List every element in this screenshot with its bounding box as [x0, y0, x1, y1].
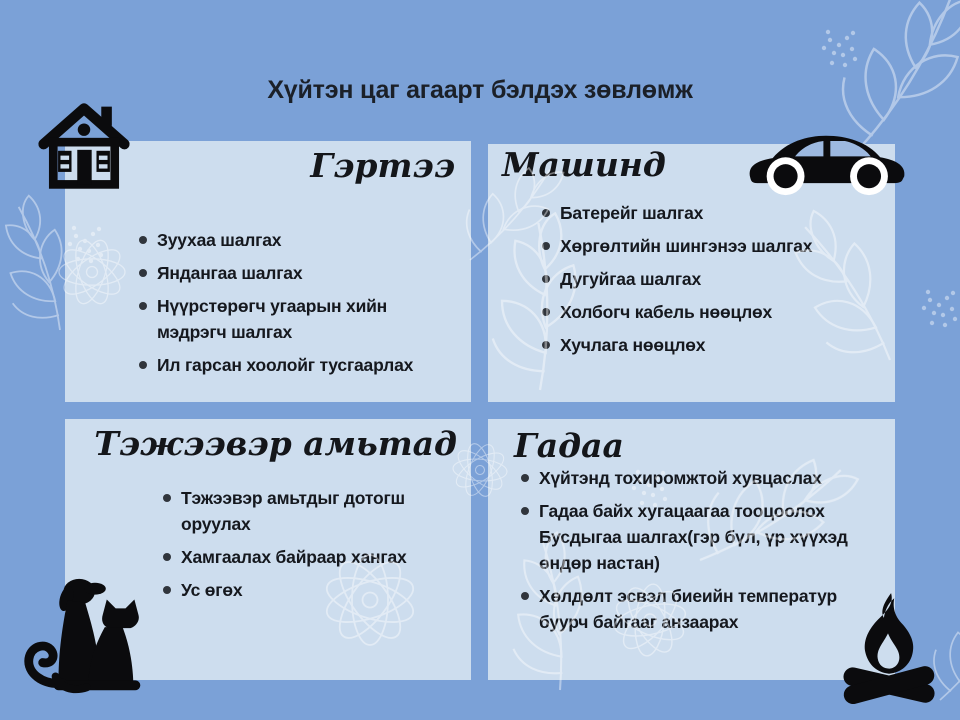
panel-car-list	[542, 200, 871, 358]
list-item-text: Хучлага нөөцлөх	[560, 334, 706, 355]
list-item-text: Гадаа байх хугацаагаа тооцоолох Бусдыгаа шалгах(гэр бүл, үр хүүхэд өндөр настан)	[539, 500, 848, 573]
panel-pets-list	[163, 485, 447, 603]
bullet-icon	[139, 361, 147, 369]
bullet-icon	[139, 236, 147, 244]
list-item	[542, 299, 871, 325]
bullet-icon	[139, 269, 147, 277]
list-item-text: Хамгаалах байраар хангах	[181, 546, 407, 567]
dog-cat-icon	[16, 568, 168, 706]
poster-title: Хүйтэн цаг агаарт бэлдэх зөвлөмж	[267, 76, 693, 104]
list-item	[139, 227, 433, 253]
list-item	[521, 583, 873, 635]
bullet-icon	[163, 553, 171, 561]
list-item	[139, 293, 433, 345]
list-item-text: Ил гарсан хоолойг тусгаарлах	[157, 354, 414, 375]
list-item-text: Яндангаа шалгах	[157, 262, 303, 283]
list-item-text: Нүүрстөрөгч угаарын хийн мэдрэгч шалгах	[157, 295, 388, 342]
list-item	[163, 485, 447, 537]
bullet-icon	[521, 592, 529, 600]
list-item-text: Батерейг шалгах	[560, 202, 704, 223]
panel-car-heading: Машинд	[502, 145, 666, 184]
bullet-icon	[542, 209, 550, 217]
list-item	[542, 332, 871, 358]
list-item	[163, 544, 447, 570]
house-icon	[36, 98, 132, 194]
list-item-text: Дугуйгаа шалгах	[560, 268, 701, 289]
list-item-text: Хөлдөлт эсвэл биеийн температур буурч байгааг анзаарах	[539, 585, 837, 632]
panel-home-list	[139, 227, 433, 378]
bullet-icon	[521, 474, 529, 482]
list-item	[542, 233, 871, 259]
list-item-text: Хөргөлтийн шингэнээ шалгах	[560, 235, 813, 256]
bullet-icon	[542, 242, 550, 250]
panel-outside-list	[521, 465, 873, 635]
list-item	[521, 465, 873, 491]
list-item-text: Зуухаа шалгах	[157, 229, 282, 250]
campfire-icon	[826, 588, 950, 714]
list-item-text: Хүйтэнд тохиромжтой хувцаслах	[539, 467, 822, 488]
list-item-text: Тэжээвэр амьтдыг дотогш оруулах	[181, 487, 405, 534]
list-item-text: Ус өгөх	[181, 579, 243, 600]
panel-pets-heading: Тэжээвэр амьтад	[94, 424, 457, 463]
list-item	[521, 498, 873, 576]
bullet-icon	[542, 341, 550, 349]
list-item	[139, 352, 433, 378]
bullet-icon	[521, 507, 529, 515]
bullet-icon	[542, 308, 550, 316]
bullet-icon	[163, 494, 171, 502]
list-item	[542, 200, 871, 226]
list-item	[139, 260, 433, 286]
panel-home-heading: Гэртээ	[310, 146, 455, 185]
bullet-icon	[542, 275, 550, 283]
car-icon	[740, 120, 912, 198]
list-item-text: Холбогч кабель нөөцлөх	[560, 301, 773, 322]
list-item	[542, 266, 871, 292]
list-item	[163, 577, 447, 603]
bullet-icon	[139, 302, 147, 310]
panel-outside-heading: Гадаа	[514, 426, 624, 465]
